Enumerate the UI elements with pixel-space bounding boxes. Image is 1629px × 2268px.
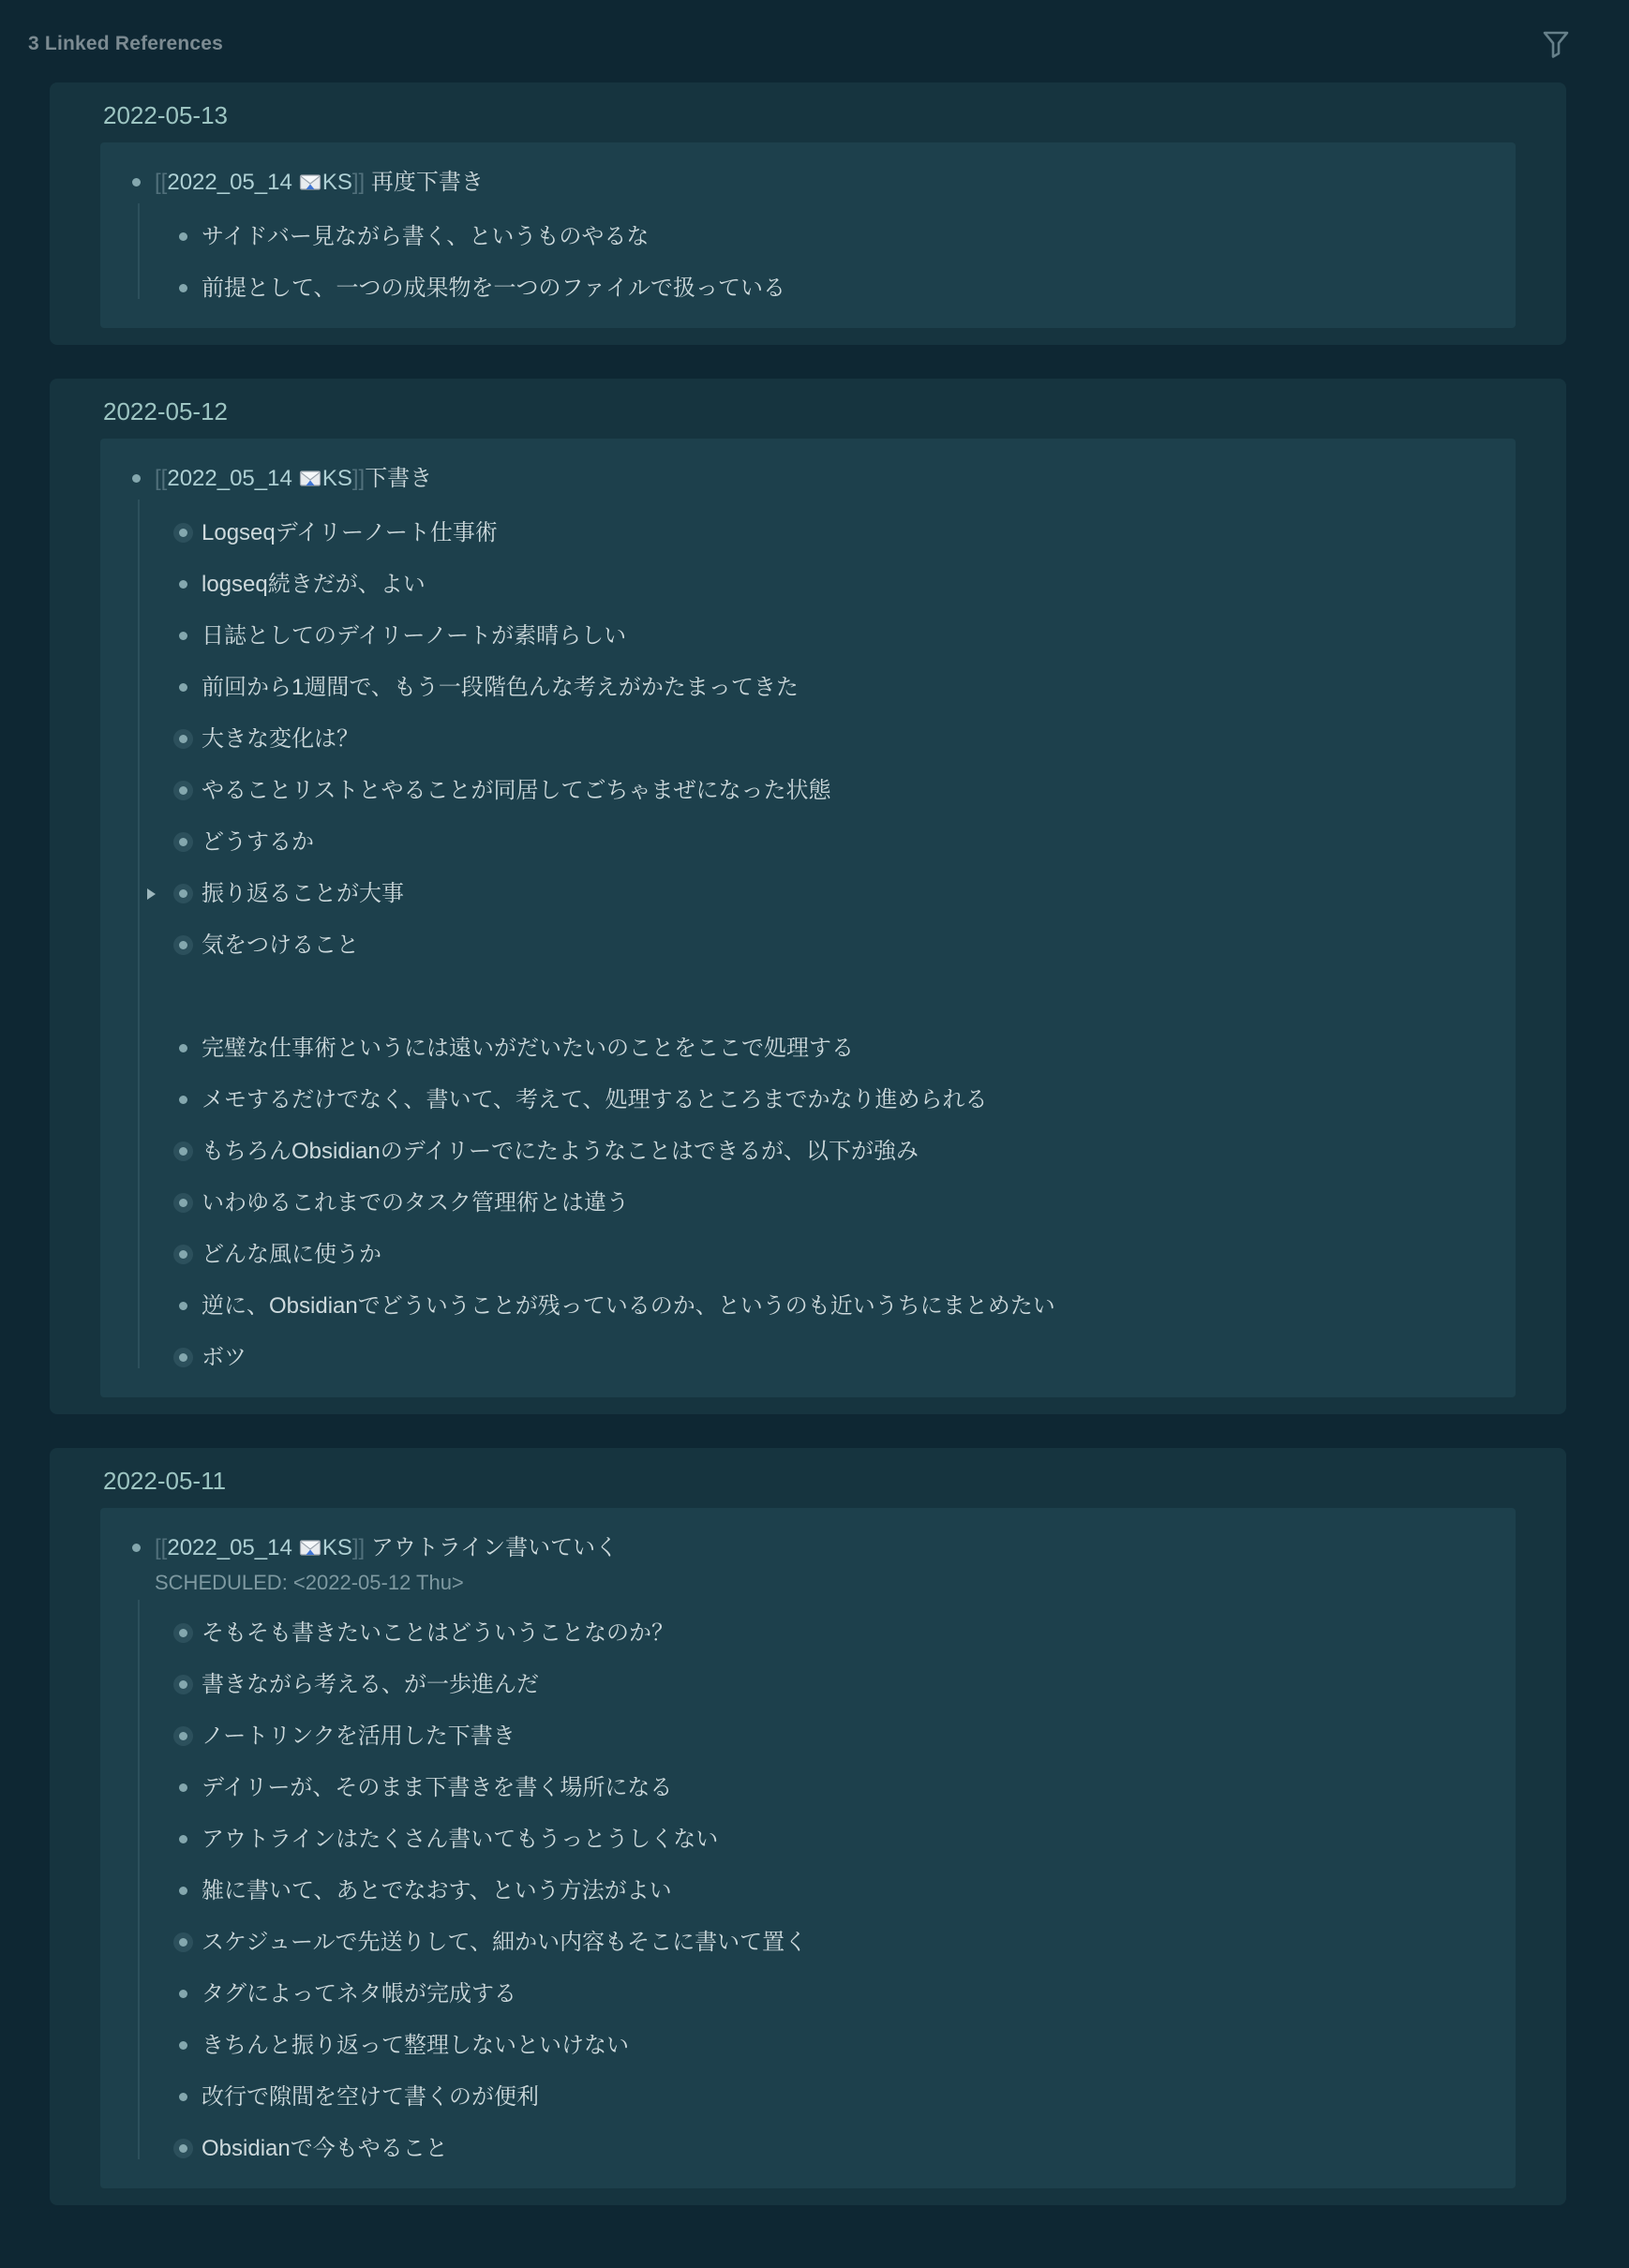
collapse-arrow-icon[interactable] [147, 1618, 172, 1649]
bullet-dot [179, 1250, 187, 1259]
block-text[interactable]: logseq続きだが、よい [202, 572, 426, 597]
bullet-dot [179, 232, 187, 241]
block-text[interactable]: スケジュールで先送りして、細かい内容もそこに書いて置く [202, 1930, 808, 1955]
collapse-arrow-icon[interactable] [147, 1084, 172, 1115]
bullet-icon[interactable] [172, 273, 194, 304]
date-link[interactable]: 2022-05-11 [103, 1467, 227, 1495]
block-text[interactable] [155, 1532, 618, 1566]
bullet-dot [179, 1353, 187, 1362]
collapse-arrow-icon[interactable] [147, 1291, 172, 1321]
link-prefix: 2022_05_14 [167, 170, 292, 195]
bullet-icon[interactable] [172, 620, 194, 651]
bullet-icon[interactable] [172, 1033, 194, 1064]
block-text[interactable]: ボツ [202, 1345, 247, 1370]
bullet-dot [179, 1938, 187, 1947]
bullet-icon[interactable] [172, 1239, 194, 1270]
incoming-envelope-icon [299, 469, 321, 494]
bullet-dot [179, 1096, 187, 1104]
block-row [100, 2123, 1493, 2174]
collapse-arrow-icon[interactable] [147, 775, 172, 806]
block-text[interactable]: 逆に、Obsidianでどういうことが残っているのか、というのも近いうちにまとめたい [202, 1293, 1055, 1319]
reference-day-card [50, 1448, 1566, 2205]
block-row [100, 157, 1493, 211]
bullet-dot [179, 529, 187, 537]
block-text[interactable]: いわゆるこれまでのタスク管理術とは違う [202, 1190, 629, 1216]
link-open-bracket: [[ [155, 170, 168, 195]
block-row [100, 1968, 1493, 2020]
collapse-arrow-icon[interactable] [147, 620, 172, 651]
block-row [100, 1022, 1493, 1074]
collapse-arrow-icon[interactable] [147, 1875, 172, 1906]
bullet-dot [179, 2144, 187, 2153]
block-text[interactable]: 気をつけること [202, 933, 359, 958]
block-row [100, 2020, 1493, 2071]
funnel-icon [1541, 49, 1571, 63]
block-children [100, 507, 1493, 1383]
bullet-icon[interactable] [172, 1824, 194, 1855]
bullet-icon[interactable] [172, 221, 194, 252]
block-text[interactable]: 日誌としてのデイリーノートが素晴らしい [202, 623, 627, 649]
collapse-arrow-icon[interactable] [147, 1187, 172, 1218]
linked-references-header [0, 0, 1629, 82]
block-text[interactable]: ノートリンクを活用した下書き [202, 1723, 516, 1749]
block-text[interactable]: メモするだけでなく、書いて、考えて、処理するところまでかなり進められる [202, 1087, 988, 1112]
block-text[interactable]: 大きな変化は？ [202, 726, 359, 752]
bullet-dot [179, 1044, 187, 1052]
collapse-arrow-icon[interactable] [147, 273, 172, 304]
bullet-dot [132, 178, 141, 187]
block-row [100, 559, 1493, 610]
bullet-dot [179, 1732, 187, 1740]
scheduled-label: SCHEDULED: <2022-05-12 Thu> [155, 1571, 464, 1594]
bullet-dot [179, 1835, 187, 1843]
block-text[interactable]: きちんと振り返って整理しないといけない [202, 2033, 629, 2058]
collapse-arrow-icon[interactable] [147, 517, 172, 548]
block-text[interactable]: 前提として、一つの成果物を一つのファイルで扱っている [202, 276, 786, 301]
bullet-icon[interactable] [172, 2081, 194, 2112]
bullet-dot [179, 941, 187, 949]
bullet-icon[interactable] [172, 1772, 194, 1803]
bullet-icon[interactable] [172, 1291, 194, 1321]
block-text[interactable]: そもそも書きたいことはどういうことなのか？ [202, 1620, 674, 1646]
block-children [100, 211, 1493, 314]
block-row [100, 816, 1493, 868]
block-text[interactable]: 書きながら考える、が一歩進んだ [202, 1672, 539, 1697]
page-reference-link[interactable] [167, 170, 352, 195]
block-row [100, 453, 1493, 507]
collapse-arrow-icon[interactable] [147, 878, 172, 909]
block-link-tail: アウトライン書いていく [365, 1535, 619, 1560]
bullet-icon[interactable] [172, 1927, 194, 1958]
link-close-bracket: ]] [351, 170, 366, 195]
collapse-arrow-icon[interactable] [147, 724, 172, 754]
block-text[interactable]: もちろんObsidianのデイリーでにたようなことはできるが、以下が強み [202, 1139, 919, 1164]
collapse-arrow-icon[interactable] [147, 1033, 172, 1064]
page-reference-link[interactable] [167, 1535, 352, 1560]
collapse-arrow-icon[interactable] [147, 1342, 172, 1373]
block-row [100, 1710, 1493, 1762]
link-prefix: 2022_05_14 [167, 466, 292, 491]
blocks-container [100, 1508, 1516, 2188]
block-row [100, 1074, 1493, 1126]
block-link-tail: 再度下書き [365, 170, 484, 195]
block-row [100, 507, 1493, 559]
bullet-dot [179, 1199, 187, 1207]
block-text[interactable]: タグによってネタ帳が完成する [202, 1981, 516, 2007]
block-row [100, 1659, 1493, 1710]
bullet-dot [179, 889, 187, 898]
bullet-dot [132, 1544, 141, 1552]
collapse-arrow-icon[interactable] [147, 1669, 172, 1700]
collapse-arrow-icon[interactable] [147, 1239, 172, 1270]
bullet-icon[interactable] [172, 1618, 194, 1649]
reference-day-card [50, 82, 1566, 345]
collapse-arrow-icon[interactable] [147, 2133, 172, 2164]
bullet-dot [179, 1147, 187, 1156]
bullet-icon[interactable] [172, 2133, 194, 2164]
block-row [100, 1522, 1493, 1607]
block-row [100, 1332, 1493, 1383]
bullet-dot [179, 786, 187, 795]
link-close-bracket: ]] [351, 1535, 366, 1560]
block-row [100, 1280, 1493, 1332]
link-open-bracket: [[ [155, 466, 168, 491]
block-row [100, 1917, 1493, 1968]
block-row [100, 765, 1493, 816]
block-row [100, 919, 1493, 971]
bullet-icon[interactable] [125, 167, 147, 198]
filter-button[interactable] [1541, 28, 1571, 60]
collapse-arrow-icon[interactable] [147, 930, 172, 961]
link-prefix: 2022_05_14 [167, 1535, 292, 1560]
block-row [100, 610, 1493, 662]
block-text[interactable]: どんな風に使うか [202, 1242, 381, 1267]
block-content [155, 167, 484, 201]
bullet-dot [179, 284, 187, 292]
bullet-dot [179, 1783, 187, 1792]
bullet-dot [179, 2093, 187, 2101]
bullet-dot [179, 2041, 187, 2050]
block-text[interactable]: アウトラインはたくさん書いてもうっとうしくない [202, 1827, 719, 1852]
bullet-icon[interactable] [172, 1187, 194, 1218]
blocks-container [100, 439, 1516, 1397]
bullet-icon[interactable] [172, 1669, 194, 1700]
bullet-dot [179, 632, 187, 640]
bullet-icon[interactable] [172, 878, 194, 909]
block-text[interactable]: 完璧な仕事術というには遠いがだいたいのことをここで処理する [202, 1036, 854, 1061]
block-row [100, 1177, 1493, 1229]
bullet-icon[interactable] [172, 569, 194, 600]
block-row [100, 662, 1493, 713]
bullet-dot [179, 1302, 187, 1310]
reference-day-card [50, 379, 1566, 1414]
bullet-dot [179, 1887, 187, 1895]
linked-references-list [0, 82, 1629, 2205]
collapse-arrow-icon[interactable] [147, 569, 172, 600]
bullet-icon[interactable] [172, 1342, 194, 1373]
collapse-arrow-icon[interactable] [147, 672, 172, 703]
block-text[interactable]: 振り返ることが大事 [202, 881, 404, 906]
block-text[interactable]: デイリーが、そのまま下書きを書く場所になる [202, 1775, 673, 1800]
block-text[interactable] [155, 463, 432, 497]
collapse-arrow-icon[interactable] [147, 1772, 172, 1803]
block-children [100, 1607, 1493, 2174]
block-text[interactable] [155, 167, 484, 201]
link-open-bracket: [[ [155, 1535, 168, 1560]
page-reference-link[interactable] [167, 466, 352, 491]
block-text[interactable]: Logseqデイリーノート仕事術 [202, 520, 498, 545]
link-suffix: KS [321, 466, 352, 491]
bullet-icon[interactable] [172, 775, 194, 806]
link-close-bracket: ]] [351, 466, 366, 491]
bullet-dot [179, 683, 187, 692]
bullet-icon[interactable] [172, 930, 194, 961]
bullet-icon[interactable] [125, 463, 147, 494]
block-text[interactable]: サイドバー見ながら書く、というものやるな [202, 224, 650, 249]
collapse-arrow-icon[interactable] [147, 1824, 172, 1855]
date-link[interactable]: 2022-05-12 [103, 397, 228, 425]
bullet-icon[interactable] [172, 1084, 194, 1115]
block-row [100, 1762, 1493, 1813]
collapse-arrow-icon[interactable] [147, 2030, 172, 2061]
date-link[interactable]: 2022-05-13 [103, 101, 228, 129]
bullet-icon[interactable] [172, 1136, 194, 1167]
bullet-dot [132, 474, 141, 483]
block-row [100, 1126, 1493, 1177]
block-text[interactable]: やることリストとやることが同居してごちゃまぜになった状態 [202, 778, 831, 803]
block-text[interactable]: どうするか [202, 829, 314, 855]
block-row [100, 211, 1493, 262]
block-row [100, 1813, 1493, 1865]
bullet-icon[interactable] [172, 1978, 194, 2009]
block-row [100, 262, 1493, 314]
collapse-arrow-icon[interactable] [147, 1927, 172, 1958]
collapse-arrow-icon[interactable] [147, 221, 172, 252]
block-row [100, 713, 1493, 765]
empty-block-row[interactable] [100, 971, 1493, 1022]
block-content [155, 1532, 618, 1597]
bullet-icon[interactable] [172, 827, 194, 858]
bullet-dot [179, 1629, 187, 1637]
bullet-icon[interactable] [172, 517, 194, 548]
bullet-dot [179, 1990, 187, 1998]
block-text[interactable]: 改行で隙間を空けて書くのが便利 [202, 2084, 539, 2110]
bullet-icon[interactable] [172, 1721, 194, 1752]
bullet-icon[interactable] [172, 724, 194, 754]
block-row [100, 2071, 1493, 2123]
linked-references-title: 3 Linked References [28, 33, 224, 54]
link-suffix: KS [321, 1535, 352, 1560]
block-text[interactable]: 雑に書いて、あとでなおす、という方法がよい [202, 1878, 672, 1903]
collapse-arrow-icon[interactable] [147, 1978, 172, 2009]
bullet-dot [179, 735, 187, 743]
collapse-arrow-icon[interactable] [147, 1136, 172, 1167]
block-content [155, 463, 432, 497]
block-text[interactable]: 前回から1週間で、もう一段階色んな考えがかたまってきた [202, 675, 799, 700]
bullet-icon[interactable] [172, 1875, 194, 1906]
blocks-container [100, 142, 1516, 328]
block-row [100, 1229, 1493, 1280]
bullet-icon[interactable] [172, 2030, 194, 2061]
bullet-icon[interactable] [172, 672, 194, 703]
link-suffix: KS [321, 170, 352, 195]
block-row [100, 1865, 1493, 1917]
bullet-dot [179, 838, 187, 846]
block-row [100, 868, 1493, 919]
block-text[interactable]: Obsidianで今もやること [202, 2136, 448, 2161]
collapse-arrow-icon[interactable] [147, 2081, 172, 2112]
block-row [100, 1607, 1493, 1659]
block-link-tail: 下書き [365, 466, 433, 491]
collapse-arrow-icon[interactable] [147, 1721, 172, 1752]
bullet-icon[interactable] [125, 1532, 147, 1563]
incoming-envelope-icon [299, 1538, 321, 1563]
incoming-envelope-icon [299, 172, 321, 198]
bullet-dot [179, 580, 187, 589]
collapse-arrow-icon[interactable] [147, 827, 172, 858]
bullet-dot [179, 1680, 187, 1689]
